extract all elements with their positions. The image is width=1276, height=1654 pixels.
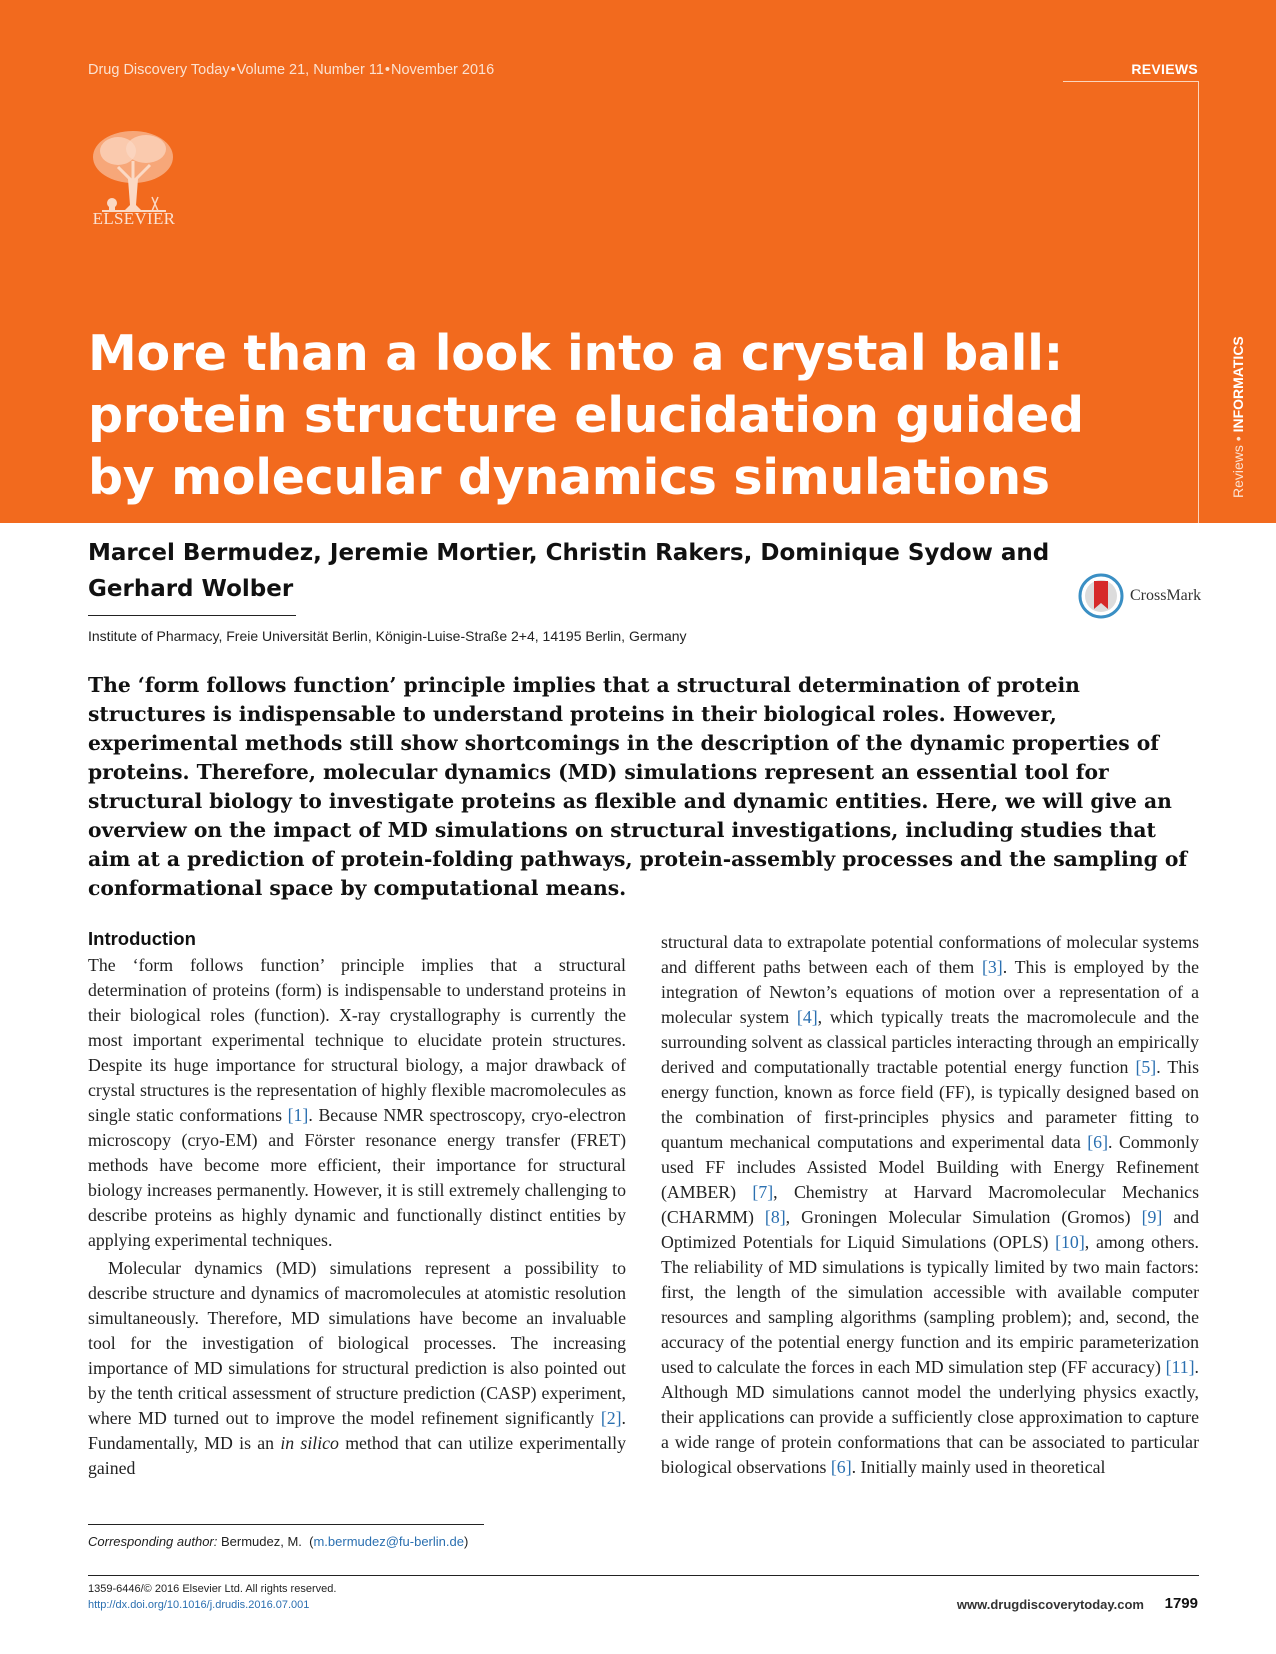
crossmark-label: CrossMark [1130, 587, 1202, 604]
body-paragraph: structural data to extrapolate potential conformations of molecular systems and different paths between each of them [3]. This is employed by the integration of Newton’s equations of motion over a representation of a molecular system [4], which typically treats the macromolecule and the surrounding solvent as classical particles interacting through an empirically derived and computationally tractable potential energy function [5]. This energy function, known as force field (FF), is typically designed based on the combination of first-principles physics and parameter fitting to quantum mechanical computations and experimental data [6]. Commonly used FF includes Assisted Model Building with Energy Refinement (AMBER) [7], Chemistry at Harvard Macromolecular Mechanics (CHARMM) [8], Groningen Molecular Simulation (Gromos) [9] and Optimized Potentials for Liquid Simulations (OPLS) [10], among others. The reliability of MD simulations is typically limited by two main factors: first, the length of the simulation accessible with available computer resources and sampling algorithms (sampling problem); and, second, the accuracy of the potential energy function and its empiric parameterization used to calculate the forces in each MD simulation step (FF accuracy) [11]. Although MD simulations cannot model the underlying physics exactly, their applications can provide a sufficiently close approximation to capture a wide range of protein conformations that can be associated to particular biological observations [6]. Initially mainly used in theoretical [661, 932, 1200, 1477]
citation-link[interactable]: [5] [1135, 1057, 1157, 1077]
citation-link[interactable]: [8] [764, 1207, 786, 1227]
crossmark-icon [1078, 573, 1124, 619]
author-email-link[interactable]: m.bermudez@fu-berlin.de [313, 1534, 464, 1549]
bullet-separator: • [230, 62, 236, 78]
side-section-tab: Reviews • INFORMATICS [1230, 336, 1246, 498]
header-rule [1063, 81, 1199, 82]
citation-link[interactable]: [6] [1087, 1132, 1108, 1152]
citation-link[interactable]: [4] [796, 1007, 818, 1027]
citation-link[interactable]: [3] [981, 957, 1003, 977]
citation-link[interactable]: [2] [600, 1408, 622, 1428]
footnote-label: Corresponding author: [88, 1534, 218, 1549]
author-list: Marcel Bermudez, Jeremie Mortier, Christin Rakers, Dominique Sydow and Gerhard Wolber [88, 540, 1050, 602]
citation-link[interactable]: [7] [752, 1182, 774, 1202]
section-heading-introduction: Introduction [88, 928, 196, 949]
citation-link[interactable]: [6] [830, 1457, 852, 1477]
footnote-author: Bermudez, M. [220, 1534, 302, 1549]
section-label: REVIEWS [1131, 61, 1198, 77]
body-paragraph: Molecular dynamics (MD) simulations represent a possibility to describe structure and dynamics of macromolecules at atomistic resolution simultaneously. Therefore, MD simulations have become an invaluable tool for the investigation of biological processes. The increasing importance of MD simulations for structural prediction is also pointed out by the tenth critical assessment of structure prediction (CASP) experiment, where MD turned out to improve the model refinement significantly [2]. Fundamentally, MD is an in silico method that can utilize experimentally gained [88, 1258, 626, 1478]
citation-link[interactable]: [11] [1165, 1357, 1195, 1377]
journal-name: Drug Discovery Today [88, 62, 230, 78]
citation-link[interactable]: [9] [1141, 1207, 1163, 1227]
affiliation: Institute of Pharmacy, Freie Universität Berlin, Königin-Luise-Straße 2+4, 14195 Berlin, Germany [88, 628, 687, 644]
body-column-left [88, 928, 626, 1481]
crossmark-button[interactable] [1078, 573, 1202, 619]
header-vertical-rule [1198, 81, 1199, 523]
journal-citation [88, 62, 494, 78]
copyright-line: 1359-6446/© 2016 Elsevier Ltd. All rights reserved. [88, 1583, 337, 1595]
elsevier-wordmark: ELSEVIER [92, 209, 176, 228]
journal-volume: Volume 21, Number 11 [236, 62, 384, 78]
corresponding-author-note: Corresponding author: Bermudez, M. (m.bermudez@fu-berlin.de) [88, 1534, 469, 1549]
author-divider [88, 615, 296, 616]
citation-link[interactable]: [1] [287, 1105, 309, 1125]
footer-divider [88, 1575, 1199, 1576]
article-title: More than a look into a crystal ball: protein structure elucidation guided by molecular dynamics simulations [88, 325, 1084, 506]
side-tab-section: INFORMATICS [1230, 336, 1246, 433]
abstract: The ‘form follows function’ principle implies that a structural determination of protein structures is indispensable to understand proteins in their biological roles. However, experimental methods still show shortcomings in the description of the dynamic properties of proteins. Therefore, molecular dynamics (MD) simulations represent an essential tool for structural biology to investigate proteins as flexible and dynamic entities. Here, we will give an overview on the impact of MD simulations on structural investigations, including studies that aim at a prediction of protein-folding pathways, protein-assembly processes and the sampling of conformational space by computational means. [88, 673, 1188, 900]
doi-link[interactable]: http://dx.doi.org/10.1016/j.drudis.2016.07.001 [88, 1599, 310, 1611]
footnote-divider [88, 1524, 484, 1525]
journal-website[interactable]: www.drugdiscoverytoday.com [956, 1597, 1144, 1612]
side-tab-prefix: Reviews [1230, 445, 1246, 498]
body-column-right [661, 930, 1199, 1480]
page-number: 1799 [1164, 1595, 1198, 1612]
journal-date: November 2016 [390, 62, 495, 78]
body-paragraph: The ‘form follows function’ principle implies that a structural determination of proteins (form) is indispensable to understand proteins in their biological roles (function). X-ray crystallography is currently the most important experimental technique to elucidate protein structures. Despite its huge importance for structural biology, a major drawback of crystal structures is the representation of highly flexible macromolecules as single static conformations [1]. Because NMR spectroscopy, cryo-electron microscopy (cryo-EM) and Förster resonance energy transfer (FRET) methods have become more efficient, their importance for structural biology increases permanently. However, it is still extremely challenging to describe proteins as highly dynamic and functionally distinct entities by applying experimental techniques. [88, 955, 627, 1250]
bullet-separator: • [384, 62, 390, 78]
citation-link[interactable]: [10] [1055, 1232, 1085, 1252]
